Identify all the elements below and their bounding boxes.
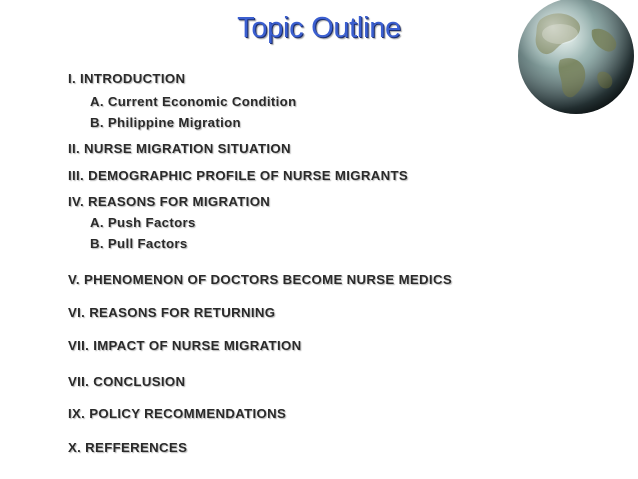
outline-item: III. DEMOGRAPHIC PROFILE OF NURSE MIGRANTS <box>68 168 409 183</box>
outline-subitem: A. Push Factors <box>90 215 196 230</box>
outline-subitem: B. Pull Factors <box>90 236 188 251</box>
outline-item: IX. POLICY RECOMMENDATIONS <box>68 406 287 421</box>
slide-title: Topic Outline <box>237 12 401 44</box>
outline-item: IV. REASONS FOR MIGRATION <box>68 194 271 209</box>
outline-item: VII. CONCLUSION <box>68 374 186 389</box>
outline-list <box>68 0 628 479</box>
outline-item: I. INTRODUCTION <box>68 71 186 86</box>
outline-item: V. PHENOMENON OF DOCTORS BECOME NURSE MEDICS <box>68 272 452 287</box>
outline-subitem: A. Current Economic Condition <box>90 94 297 109</box>
outline-item: II. NURSE MIGRATION SITUATION <box>68 141 291 156</box>
outline-item: VI. REASONS FOR RETURNING <box>68 305 276 320</box>
outline-subitem: B. Philippine Migration <box>90 115 241 130</box>
outline-item: X. REFFERENCES <box>68 440 188 455</box>
outline-item: VII. IMPACT OF NURSE MIGRATION <box>68 338 302 353</box>
